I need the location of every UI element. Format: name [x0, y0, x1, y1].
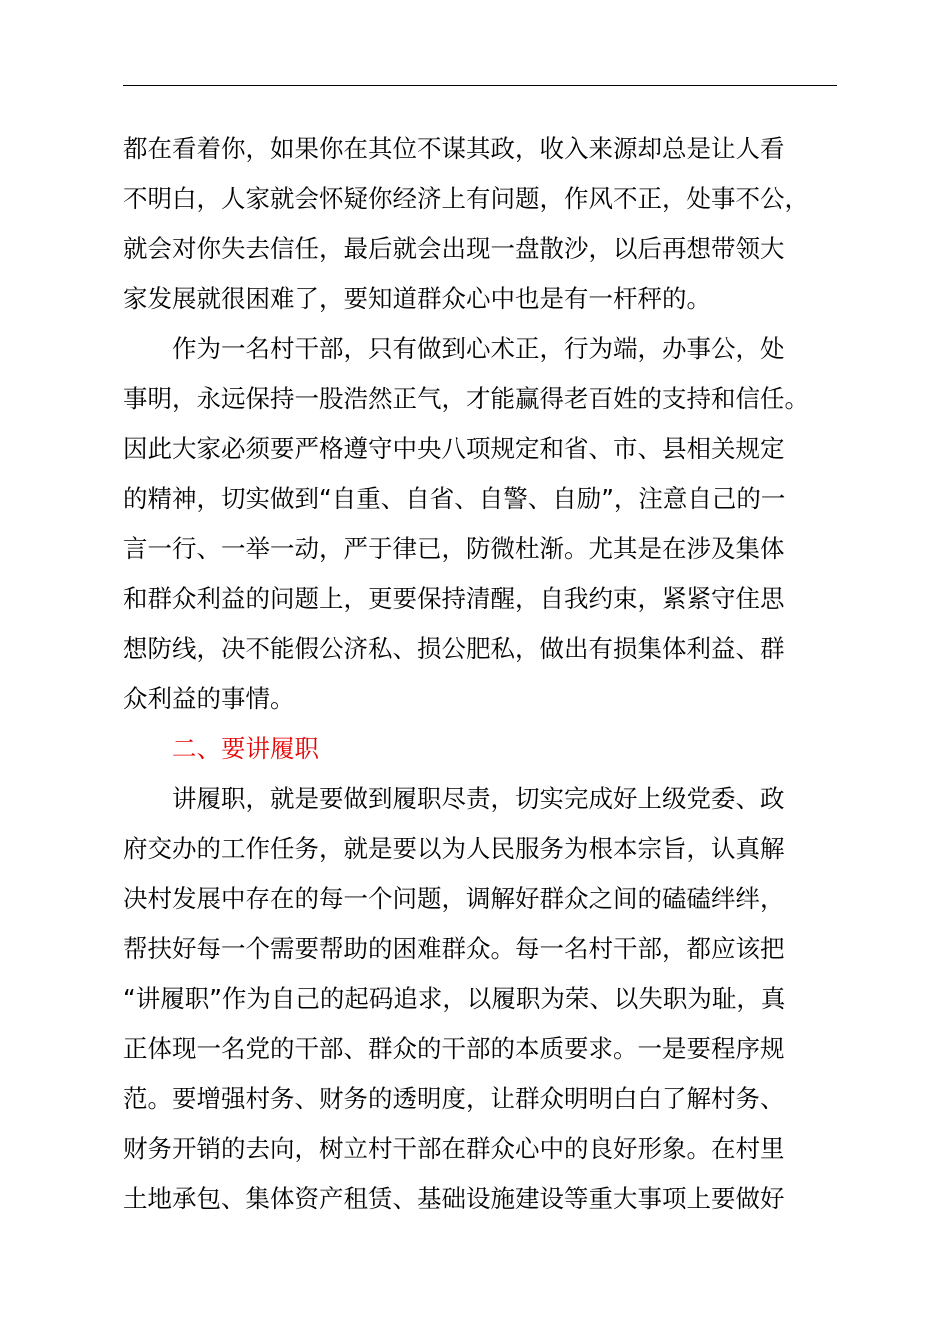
text-line: 不明白，人家就会怀疑你经济上有问题，作风不正，处事不公， [123, 184, 809, 213]
text-line: 就会对你失去信任，最后就会出现一盘散沙，以后再想带领大 [123, 234, 785, 263]
text-line: “讲履职”作为自己的起码追求，以履职为荣、以失职为耻，真 [123, 984, 786, 1013]
text-line: 财务开销的去向，树立村干部在群众心中的良好形象。在村里 [123, 1134, 785, 1163]
text-line: 范。要增强村务、财务的透明度，让群众明明白白了解村务、 [123, 1084, 785, 1113]
text-line: 正体现一名党的干部、群众的干部的本质要求。一是要程序规 [123, 1034, 785, 1063]
text-line: 众利益的事情。 [123, 684, 295, 713]
text-line: 家发展就很困难了，要知道群众心中也是有一杆秤的。 [123, 284, 711, 313]
text-line: 言一行、一举一动，严于律已，防微杜渐。尤其是在涉及集体 [123, 534, 785, 563]
text-line: 因此大家必须要严格遵守中央八项规定和省、市、县相关规定 [123, 434, 785, 463]
text-line: 帮扶好每一个需要帮助的困难群众。每一名村干部，都应该把 [123, 934, 785, 963]
text-line: 决村发展中存在的每一个问题，调解好群众之间的磕磕绊绊， [123, 884, 785, 913]
text-line: 想防线，决不能假公济私、损公肥私，做出有损集体利益、群 [123, 634, 785, 663]
document-body [123, 124, 839, 1224]
text-line: 的精神，切实做到“自重、自省、自警、自励”，注意自己的一 [123, 484, 786, 513]
text-line: 事明，永远保持一股浩然正气，才能赢得老百姓的支持和信任。 [123, 384, 809, 413]
header-rule [123, 85, 837, 86]
text-line: 都在看着你，如果你在其位不谋其政，收入来源却总是让人看 [123, 134, 785, 163]
text-line: 作为一名村干部，只有做到心术正，行为端，办事公，处 [172, 334, 785, 363]
text-line: 讲履职，就是要做到履职尽责，切实完成好上级党委、政 [172, 784, 785, 813]
text-line: 土地承包、集体资产租赁、基础设施建设等重大事项上要做好 [123, 1184, 785, 1213]
text-line: 和群众利益的问题上，更要保持清醒，自我约束，紧紧守住思 [123, 584, 785, 613]
section-heading: 二、要讲履职 [172, 734, 319, 763]
text-line: 府交办的工作任务，就是要以为人民服务为根本宗旨，认真解 [123, 834, 785, 863]
